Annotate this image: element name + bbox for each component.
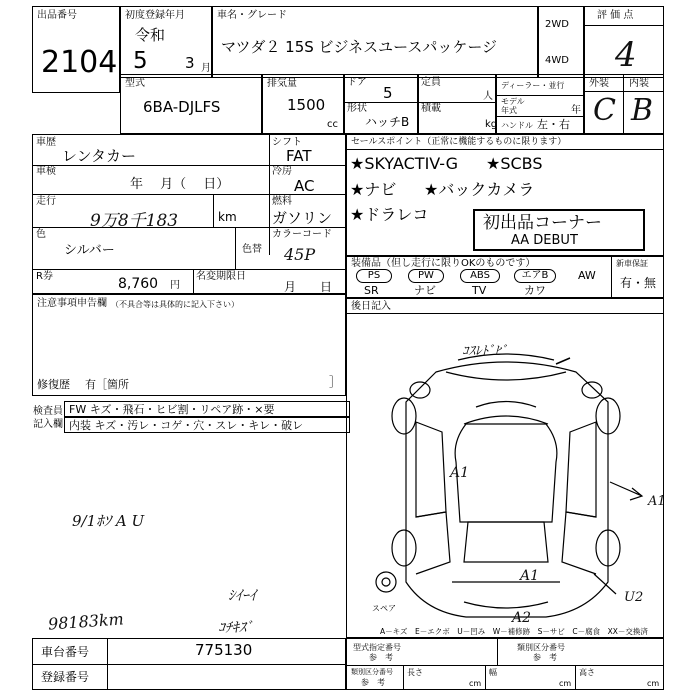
category-ref: 参 考 [533,653,557,662]
displacement-label: 排気量 [267,78,297,89]
height-label: 高さ [579,668,595,677]
mark-left-door: A1 [450,465,470,481]
repair-close: ］ [329,375,342,389]
height-unit: cm [647,679,660,688]
ac-value: AC [294,177,315,195]
debut-stamp-line1: 初出品コーナー [483,213,602,233]
reg-month: 3 [185,54,195,72]
notes-sublabel: （不具合等は具体的に記入下さい） [111,300,239,309]
equip-leather: カワ [524,284,546,297]
equip-pw: PW [408,269,444,283]
lot-box [32,6,120,93]
exterior-label: 外装 [589,78,609,89]
equip-tv: TV [472,284,487,297]
equipment-label: 装備品（但し走行に限りOKのものです） [351,258,536,269]
first-reg-box [120,6,212,78]
fuel-label: 燃料 [272,196,292,207]
recycle-label: R券 [36,271,53,282]
length-label: 長さ [407,668,423,677]
color-code-label: カラーコード [272,229,332,240]
shift-value: FAT [286,147,312,165]
drive-box [538,6,584,78]
handle-value: 左・右 [537,118,570,131]
eval-label: 評 価 点 [597,10,634,21]
debut-stamp-line2: AA DEBUT [511,233,578,248]
inspector-row1: FW キズ・飛石・ヒビ割・リペア跡・×要 [64,401,350,417]
eval-box [584,6,664,78]
class-label: 類別区分番号 [351,668,393,676]
model-name: マツダ２ 15S ビジネスユースパッケージ [221,38,498,56]
first-reg-label: 初度登録年月 [125,10,185,21]
footer-right-box [346,638,664,690]
year-unit: 年 [571,105,581,116]
color-label: 色 [36,229,46,240]
notes-box [32,294,346,396]
inspection-label: 車検 [36,166,56,177]
inspector-row2: 内装 キズ・汚レ・コゲ・穴・スレ・キレ・破レ [64,417,350,433]
category-label: 類別区分番号 [517,643,565,652]
handle-label: ハンドル [501,121,533,130]
mark-rear: A2 [512,610,532,626]
type-cert-label: 型式指定番号 [353,643,401,652]
damage-legend: A－キズ E－エクボ U－凹み W－補修跡 S－サビ C－腐食 XX－交換済 [380,627,648,636]
doors-label: ドア [347,77,367,88]
chassis-label: 車台番号 [41,645,90,659]
eval-score: 4 [615,35,637,75]
sales-point-1: ★SKYACTIV-G [350,154,459,173]
history-label: 車歴 [36,137,56,148]
color-code-value: 45P [284,245,316,264]
type-cert-ref: 参 考 [369,653,393,662]
mileage-label: 走行 [36,196,56,207]
shift-label: シフト [272,137,302,148]
interior-grade: B [631,93,654,128]
ac-label: 冷房 [272,166,292,177]
odometer-note: 98183km [47,609,125,634]
color-change-label: 色替 [242,244,262,255]
type-label: 型式 [125,78,145,89]
repair-value: 有［箇所 [85,378,129,391]
equip-aw: AW [578,269,596,282]
shape-value: ハッチB [365,115,410,129]
mandatory-value: 月 日 [284,280,333,294]
equip-sr: SR [364,284,379,297]
grade-box [584,74,664,134]
era: 令和 [135,26,166,44]
lot-label: 出品番号 [37,10,77,21]
sales-points-label: セールスポイント（正常に機能するものに限ります） [351,137,567,147]
load-unit: kg [485,119,498,130]
mark-rear-right: U2 [624,590,644,605]
debut-stamp [473,209,645,251]
left-note: 9/1ﾎｿ A U [72,512,145,530]
displacement-box [262,74,344,134]
dealer-label: ディーラー・並行 [501,81,565,90]
drive-2wd: 2WD [545,19,569,30]
after-label: 後日記入 [351,301,391,312]
history-value: レンタカー [62,147,137,165]
capacity-label: 定員 [421,77,441,88]
type-value: 6BA-DJLFS [143,98,221,116]
spare-label: スペア [372,604,396,613]
inspection-value: 年 月（ 日） [130,177,230,192]
seat-note: ｼｲｰｲ [228,588,256,604]
capacity-load-box [418,74,496,134]
length-unit: cm [469,679,482,688]
displacement-unit: cc [327,119,338,130]
drive-4wd: 4WD [545,55,569,66]
repair-label: 修復歴 [37,378,70,391]
shape-label: 形状 [347,103,367,114]
footer-left-box [32,638,346,690]
fuel-value: ガソリン [272,209,333,227]
capacity-unit: 人 [483,91,493,102]
interior-label: 内装 [629,78,649,89]
sales-point-2: ★SCBS [486,154,543,173]
equip-airbag: エアB [514,269,556,283]
mark-roof: A1 [520,568,540,584]
exterior-grade: C [593,93,616,128]
mark-right-side: A1 [648,494,666,509]
warranty-value: 有・無 [620,276,657,290]
model-box [212,6,538,78]
diagram-note: ｺｽﾚﾄﾞﾋﾞ [462,344,508,359]
model-label: 車名・グレード [217,10,287,21]
class-ref: 参 考 [361,678,385,687]
doors-value: 5 [383,84,393,102]
reg-year: 5 [133,48,148,74]
equip-abs: ABS [460,269,500,283]
car-diagram [346,312,664,638]
mileage-value: 9万8千183 [90,211,179,231]
dealer-box [496,74,584,134]
mandatory-label: 名変期限日 [196,271,246,282]
sales-point-3: ★ナビ [350,180,397,199]
width-label: 幅 [489,668,497,677]
sales-point-5: ★ドラレコ [350,205,429,224]
mileage-unit: km [218,210,237,224]
doors-shape-box [344,74,418,134]
type-box [120,74,262,134]
equip-ps: PS [356,269,392,283]
displacement-value: 1500 [287,96,326,114]
color-value: シルバー [64,243,115,258]
reg-number-label: 登録番号 [41,670,90,684]
notes-label: 注意事項申告欄 [37,298,107,309]
inspector-label-1: 検査員 [33,406,63,417]
month-unit: 月 [201,63,211,74]
scratch-note: ｺﾁｷｽﾞ [218,620,253,636]
lot-number: 2104 [41,45,118,80]
width-unit: cm [559,679,572,688]
equip-navi: ナビ [414,284,436,297]
warranty-label: 新車保証 [616,259,648,268]
model-year-label: モデル年式 [501,97,525,115]
inspector-label-2: 記入欄 [33,419,63,430]
sales-point-4: ★バックカメラ [424,180,535,199]
recycle-value: 8,760 [118,276,159,292]
chassis-value: 775130 [195,641,253,659]
load-label: 積載 [421,103,441,114]
recycle-unit: 円 [170,280,180,291]
